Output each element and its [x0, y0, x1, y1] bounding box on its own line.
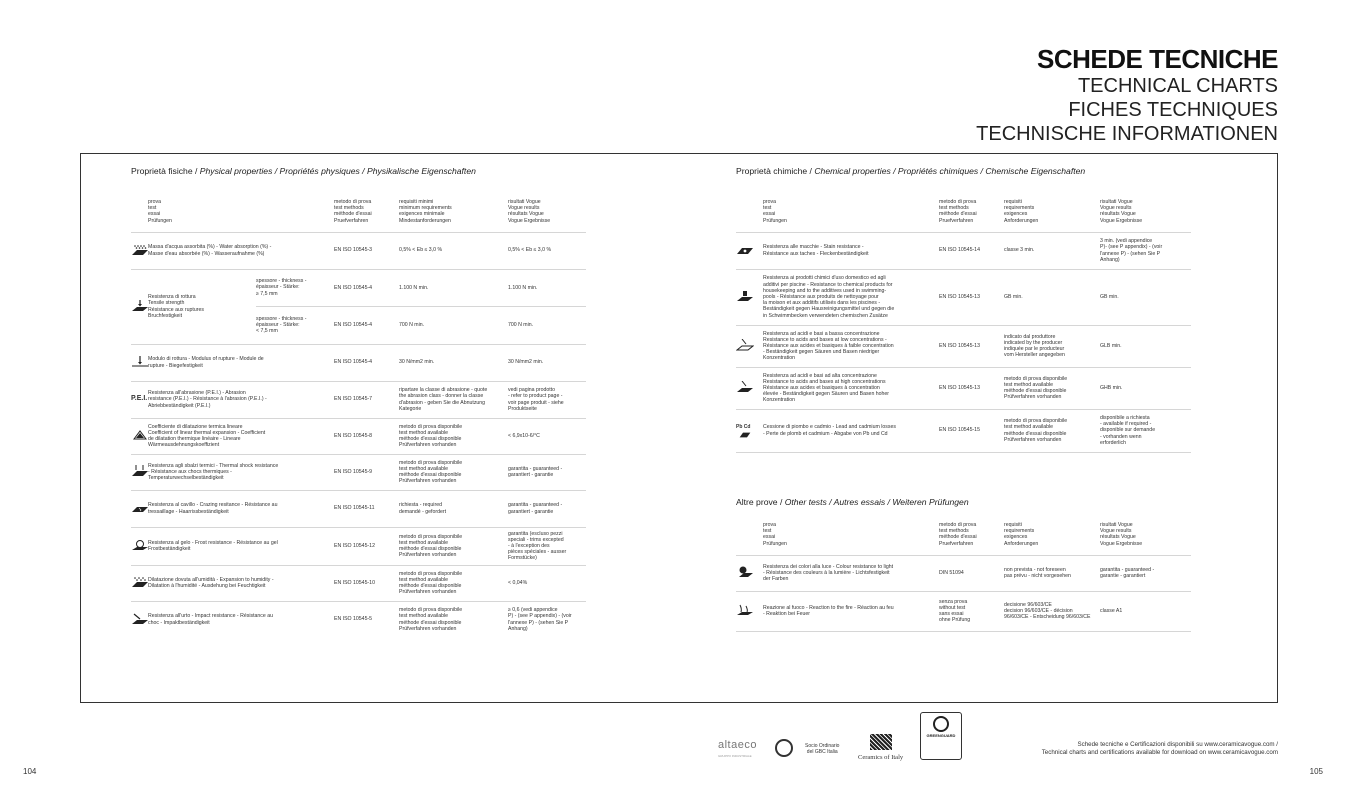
requirement: non prevista - not foreseen pas prévu - nicht vorgesehen: [1004, 566, 1071, 579]
test-description: Resistenza all'abrasione (P.E.I.) - Abrasion resistance (P.E.I.) - Résistance à l'abrasion (P.E.I.) - Abriebbeständigkeit (P.E.I.): [148, 390, 267, 409]
vogue-result: 1.100 N min.: [508, 284, 538, 291]
table-row: [131, 418, 586, 455]
humidity-expansion-icon: [131, 576, 149, 588]
test-method: EN ISO 10545-14: [939, 247, 980, 254]
vogue-result: 700 N min.: [508, 322, 534, 328]
chemical-table-header: prova test essai Prüfungen metodo di prova test methods méthode d'essai Pruefverfahren requisiti requirements exigences Anforderungen risultati Vogue Vogue results résultats Vogue Vogue Ergebnisse: [736, 199, 1191, 233]
test-method: EN ISO 10545-12: [334, 542, 375, 549]
requirement: GB min.: [1004, 293, 1023, 300]
table-row: [736, 269, 1191, 326]
test-method: EN ISO 10545-9: [334, 468, 373, 475]
requirement: metodo di prova disponibile test method available méthode d'essai disponible Prüfverfahren vorhanden: [399, 459, 463, 485]
chemical-products-icon: [736, 290, 754, 302]
requirement: metodo di prova disponibile test method available méthode d'essai disponible Prüfverfahren vorhanden: [1004, 418, 1068, 443]
lead-cadmium-icon: Pb Cd: [736, 424, 754, 436]
test-description: Massa d'acqua assorbita (%) - Water absorption (%) - Masse d'eau absorbée (%) - Wasseraufnahme (%): [148, 244, 272, 257]
thickness-condition: spessore - thickness - épaisseur - Stärke: ≥ 7,5 mm: [256, 278, 307, 297]
page-number-right: 105: [1309, 767, 1323, 776]
test-method: EN ISO 10545-4: [334, 284, 373, 291]
test-description: Coefficiente di dilatazione termica lineare Coefficient of linear thermal expansion - Coefficient de dilatation thermique linéaire - Lineare Wärmeausdehnungskoeffizient: [148, 423, 266, 449]
test-description: Resistenza dei colori alla luce - Colour resistance to light - Résistance des couleurs à la lumière - Lichtsfestigkeit der Farben: [763, 563, 894, 583]
test-description: Resistenza al gelo - Frost resistance - Résistance au gel Frostbeständigkeit: [148, 539, 278, 552]
vogue-result: garantita (escluso pezzi speciali - trims excepted - à l'exception des pièces spéciales - ausser Formstücke): [508, 530, 567, 562]
requirement: 0,5% < Eb ≤ 3,0 %: [399, 247, 443, 254]
test-method: EN ISO 10545-7: [334, 396, 373, 403]
footer-note: Schede tecniche e Certificazioni disponibili su www.ceramicavogue.com / Technical charts and certifications available for download on www.ceramicavogue.com: [1041, 741, 1278, 756]
table-row: [736, 232, 1191, 270]
table-row: [131, 269, 586, 345]
vogue-result: GHB min.: [1100, 384, 1123, 391]
sub-row-divider: [256, 306, 586, 307]
test-description: Dilatazione dovuta all'umidità - Expansion to humidity - Dilatation à l'humidité - Ausdehung bei Feuchtigkeit: [148, 576, 274, 589]
test-description: Modulo di rottura - Modulus of rupture - Module de rupture - Biegefestigkeit: [148, 356, 264, 369]
page-header: [976, 44, 1278, 146]
table-row: [736, 591, 1191, 632]
test-description: Resistenza ad acidi e basi a bassa concentrazione Resistance to acids and bases at low concentrations - Résistance aux acides et basiques à faible concentration - Beständigkeit gegen Säuren und Basen niedriger Konzentration: [763, 330, 894, 362]
fire-reaction-icon: [736, 604, 754, 616]
vogue-result: 30 N/mm2 min.: [508, 359, 544, 366]
high-acid-icon: [736, 381, 754, 393]
modulus-rupture-icon: [131, 356, 149, 368]
other-section-title: Altre prove / Other tests / Autres essais / Weiteren Prüfungen: [736, 497, 969, 507]
table-row: [131, 232, 586, 270]
vogue-result: vedi pagina prodotto - refer to product page - voir page produit - siehe Produktseite: [508, 387, 564, 412]
requirement: metodo di prova disponibile test method available méthode d'essai disponible Prüfverfahren vorhanden: [399, 570, 463, 596]
table-row: [131, 381, 586, 419]
vogue-result: < 0,04%: [508, 579, 528, 586]
subtitle-en: TECHNICAL CHARTS: [1077, 75, 1278, 97]
requirement: ripartare la classe di abrasione - quote the abrasion class - donner la classe d'abrasion - geben Sie die Abnutzung Kategorie: [399, 387, 488, 412]
vogue-result: 0,5% < Eb ≤ 3,0 %: [508, 247, 552, 254]
test-description: Resistenza all'urto - Impact resistance - Résistance au choc - Impaktbeständigkeit: [148, 613, 273, 626]
test-method: EN ISO 10545-3: [334, 247, 373, 254]
gbc-logo-text: Socio Ordinario del GBC Italia: [805, 743, 840, 755]
requirement: metodo di prova disponibile test method available méthode d'essai disponible Prüfverfahren vorhanden: [399, 423, 463, 449]
altaeco-logo-subtitle: GRUPPO INDUSTRIALE: [718, 754, 752, 758]
ceramics-of-italy-mark-icon: [870, 734, 892, 750]
colour-light-icon: [736, 566, 754, 578]
chemical-section-title: Proprietà chimiche / Chemical properties / Propriétés chimiques / Chemische Eigenschaften: [736, 166, 1086, 176]
greenguard-seal-icon: [933, 716, 949, 732]
vogue-result: ≥ 0,6 (vedi appendice P) - (see P appendix) - (voir l'annexe P) - (sehen Sie P Anhang): [508, 607, 572, 632]
subtitle-de: TECHNISCHE INFORMATIONEN: [976, 123, 1278, 145]
table-row: [736, 409, 1191, 453]
low-acid-icon: [736, 339, 754, 351]
test-method: EN ISO 10545-11: [334, 505, 375, 512]
greenguard-logo: GREENGUARD: [920, 712, 962, 760]
vogue-result: < 6,9x10-6/°C: [508, 432, 540, 439]
thermal-shock-icon: [131, 465, 149, 477]
test-description: Resistenza ad acidi e basi ad alta concentrazione Resistance to acids and bases at high concentrations Résistance aux acides et basiques à concentration élevée - Beständigkeit gegen Säuren und Basen hoher Konzentration: [763, 372, 890, 404]
vogue-result: 3 min. (vedi appendice P)- (see P appendix) - (voir l'annexe P) - (sehen Sie P Anhang): [1100, 238, 1163, 263]
test-description: Resistenza ai prodotti chimici d'uso domestico ed agli additivi per piscine - Resistance to chemical products for housekeeping and to the additives used in swimming- pools - Résistance aux produits de nettoyage pour la moison et aux additifs utilisés dans les piscines - Beständigkeit gegen Hausreinigungsmittel und gegen die in Schwimmbecken verwendeten chemischen Zusätze: [763, 275, 895, 319]
test-method: DIN 51094: [939, 569, 964, 576]
crazing-icon: [131, 502, 149, 514]
requirement: 1.100 N min.: [399, 284, 429, 291]
test-method: EN ISO 10545-15: [939, 427, 980, 434]
table-row: [131, 454, 586, 491]
test-description: Resistenza di rottura Tensile strength Résistance aux ruptures Bruchfestigkeit: [148, 294, 204, 319]
requirement: richiesta - required demandé - gefordert: [399, 502, 447, 515]
requirement: classe 3 min.: [1004, 247, 1035, 254]
test-method: EN ISO 10545-10: [334, 579, 375, 586]
impact-icon: [131, 613, 149, 625]
vogue-result: classe A1: [1100, 607, 1123, 614]
table-row: [131, 344, 586, 382]
tensile-strength-icon: [131, 300, 149, 312]
vogue-result: GLB min.: [1100, 342, 1122, 349]
table-row: [736, 367, 1191, 410]
physical-section-title: Proprietà fisiche / Physical properties / Propriétés physiques / Physikalische Eigenschaften: [131, 166, 476, 176]
test-method: EN ISO 10545-4: [334, 322, 373, 328]
requirement: metodo di prova disponibile test method available méthode d'essai disponible Prüfverfahren vorhanden: [1004, 375, 1068, 401]
test-method: EN ISO 10545-4: [334, 359, 373, 366]
certification-logos: [715, 712, 965, 762]
water-absorption-icon: [131, 244, 149, 256]
requirement: metodo di prova disponibile test method available méthode d'essai disponible Prüfverfahren vorhanden: [399, 607, 463, 632]
pei-text-icon: P.E.I.: [131, 394, 148, 402]
vogue-result: garantita - guaranteed - garantiert - garantie: [508, 465, 563, 478]
table-row: [131, 565, 586, 602]
content-frame: [80, 153, 1278, 703]
ceramics-of-italy-logo: Ceramics of Italy: [858, 754, 904, 761]
test-method: EN ISO 10545-8: [334, 432, 373, 439]
subtitle-fr: FICHES TECHNIQUES: [1068, 99, 1278, 121]
thermal-expansion-icon: [131, 429, 149, 441]
test-description: Resistenza alle macchie - Stain resistance - Résistance aux taches - Fleckenbeständigkeit: [763, 244, 869, 257]
test-method: EN ISO 10545-13: [939, 342, 980, 349]
table-row: [131, 527, 586, 566]
page-number-left: 104: [23, 767, 37, 776]
page-title: SCHEDE TECNICHE: [1037, 44, 1278, 74]
other-table-header: prova test essai Prüfungen metodo di prova test methods méthode d'essai Pruefverfahren requisiti requirements exigences Anforderungen risultati Vogue Vogue results résultats Vogue Vogue Ergebnisse: [736, 522, 1191, 556]
vogue-result: garantita - guaranteed - garantie - garantiert: [1100, 566, 1155, 579]
frost-icon: [131, 539, 149, 551]
test-description: Reazione al fuoco - Reaction to the fire - Réaction au feu - Reaktion bei Feuer: [763, 604, 894, 617]
stain-icon: [736, 244, 754, 256]
test-description: Resistenza agli sbalzi termici - Thermal shock resistance - Résistance aux chocs thermiques - Temperaturwechselbeständigkeit: [148, 462, 279, 482]
table-row: [131, 490, 586, 528]
altaeco-logo: altaeco: [718, 739, 757, 751]
requirement: 30 N/mm2 min.: [399, 359, 435, 366]
vogue-result: garantita - guaranteed - garantiert - garantie: [508, 502, 563, 515]
test-method: senza prova without test sans essai ohne Prüfung: [939, 598, 971, 624]
thickness-condition: spessore - thickness - épaisseur - Stärke: < 7,5 mm: [256, 315, 307, 335]
requirement: 700 N min.: [399, 322, 425, 328]
requirement: indicato dal produttore indicated by the producer indiquée par le producteur vom Hersteller angegeben: [1004, 333, 1065, 359]
requirement: decisione 96/603/CE decision 96/603/CE - décision 96/603/CE - Entscheidung 96/603/CE: [1004, 601, 1091, 621]
physical-table-header: prova test essai Prüfungen metodo di prova test methods méthode d'essai Pruefverfahren requisiti minimi minimum requirements exigences minimale Mindestanforderungen risultati Vogue Vogue results résultats Vogue Vogue Ergebnisse: [131, 199, 586, 233]
requirement: metodo di prova disponibile test method available méthode d'essai disponible Prüfverfahren vorhanden: [399, 533, 463, 559]
test-description: Resistenza al cavillo - Crazing resitance - Résistance au tressaillage - Haarrissbeständigkeit: [148, 502, 278, 515]
table-row: [736, 555, 1191, 592]
table-row: [131, 601, 586, 638]
test-description: Cessione di piombo e cadmio - Lead and cadmium losses - Perte de plomb et cadmium - Abgabe von Pb und Cd: [763, 424, 896, 437]
test-method: EN ISO 10545-13: [939, 293, 980, 300]
test-method: EN ISO 10545-13: [939, 384, 980, 391]
vogue-result: disponibile a richiesta - available if required - disponible sur demande - vorhanden wenn erforderlich: [1100, 415, 1156, 446]
table-row: [736, 325, 1191, 368]
gbc-logo-icon: [775, 739, 793, 757]
vogue-result: GB min.: [1100, 293, 1119, 300]
test-method: EN ISO 10545-5: [334, 616, 373, 623]
